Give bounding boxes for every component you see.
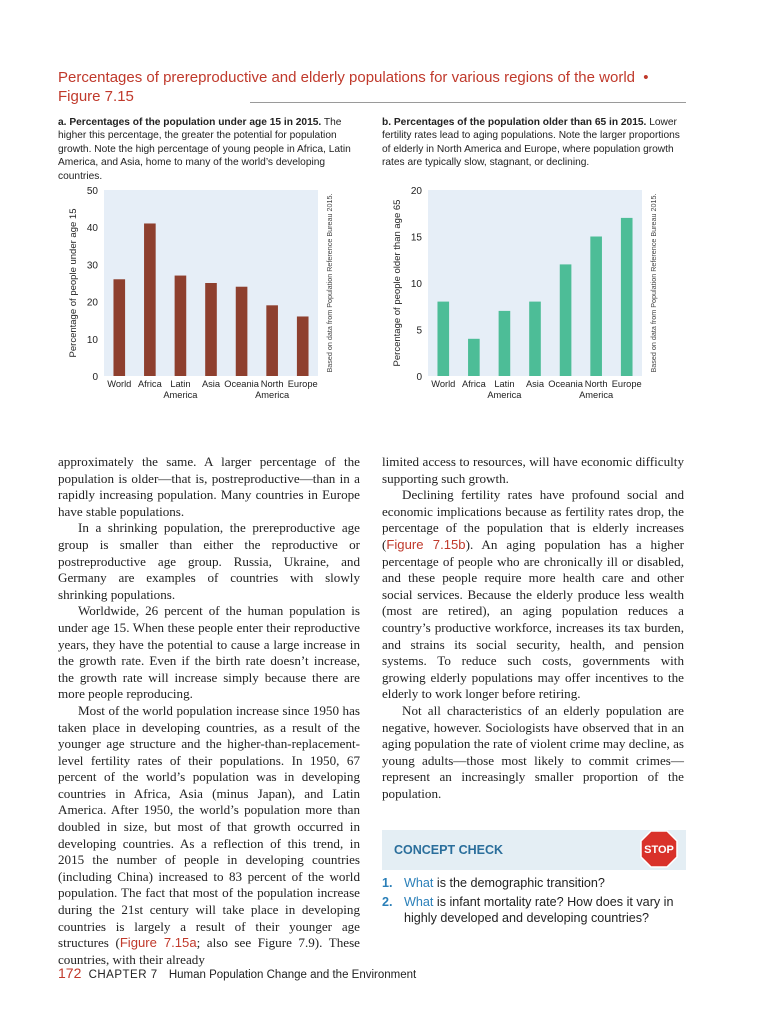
chart-over-65-svg bbox=[382, 180, 682, 405]
figure-title bbox=[58, 68, 688, 106]
y-axis-label: Percentage of people under age 15 bbox=[68, 208, 79, 358]
page-footer bbox=[58, 965, 416, 981]
question-item bbox=[382, 875, 682, 892]
question-rest: is the demographic transition? bbox=[433, 876, 605, 890]
x-tick-label: Latin bbox=[170, 379, 191, 389]
chapter-label: CHAPTER 7 bbox=[88, 969, 158, 981]
y-tick-label: 50 bbox=[86, 186, 98, 197]
figure-label: Figure 7.15 bbox=[58, 88, 134, 105]
x-tick-label: America bbox=[579, 390, 614, 400]
x-tick-label: Oceania bbox=[224, 379, 259, 389]
x-tick-label: Europe bbox=[611, 379, 642, 389]
x-tick-label: World bbox=[107, 379, 132, 389]
question-text bbox=[404, 875, 605, 892]
stop-sign-label: STOP bbox=[644, 844, 674, 856]
caption-b bbox=[382, 116, 682, 170]
x-tick-label: World bbox=[431, 379, 456, 389]
caption-a bbox=[58, 116, 358, 183]
bar-africa bbox=[144, 223, 156, 376]
bar-world bbox=[437, 302, 449, 376]
source-note: Based on data from Population Reference Bureau 2015. bbox=[325, 193, 334, 373]
concept-check-title: CONCEPT CHECK bbox=[394, 843, 504, 857]
x-tick-label: Oceania bbox=[548, 379, 583, 389]
bar-north-america bbox=[590, 237, 602, 377]
paragraph bbox=[382, 487, 684, 703]
paragraph: approximately the same. A larger percentage of the population is older—that is, postreproductive—than in a rapidly increasing population. Many countries in Europe have stable populations. bbox=[58, 454, 360, 519]
question-keyword: What bbox=[404, 894, 434, 909]
bar-africa bbox=[468, 339, 480, 376]
question-rest: is infant mortality rate? How does it vary in highly developed and developing countries? bbox=[404, 894, 674, 925]
stop-sign-icon bbox=[640, 830, 678, 868]
y-axis-label: Percentage of people older than age 65 bbox=[392, 199, 403, 367]
caption-a-text: The higher this percentage, the greater the potential for population growth. Note the high percentage of young people in Africa, Latin America, and Asia, home to many of the world’s developing countries. bbox=[58, 117, 351, 182]
bar-europe bbox=[297, 316, 309, 376]
bar-oceania bbox=[560, 264, 572, 376]
y-tick-label: 20 bbox=[86, 297, 98, 309]
question-number: 1. bbox=[382, 876, 393, 890]
x-tick-label: Africa bbox=[461, 379, 486, 389]
y-tick-label: 20 bbox=[410, 186, 422, 197]
paragraph-text: Declining fertility rates have profound social and economic implications because as fertility rates drop, the percentage of the population that is elderly increases ( bbox=[382, 487, 684, 552]
x-tick-label: America bbox=[163, 390, 198, 400]
x-tick-label: Latin bbox=[494, 379, 515, 389]
bar-oceania bbox=[236, 287, 248, 376]
y-tick-label: 30 bbox=[86, 260, 98, 272]
source-note: Based on data from Population Reference Bureau 2015. bbox=[649, 193, 658, 373]
bar-north-america bbox=[266, 305, 278, 376]
y-tick-label: 10 bbox=[410, 279, 422, 290]
paragraph bbox=[58, 703, 360, 969]
chart-under-15-svg bbox=[58, 180, 358, 405]
bar-asia bbox=[205, 283, 217, 376]
paragraph-text: ). An aging population has a higher percentage of people who are chronically ill or disabled, and these people require more health care and other social services. Because the elderly produce less wealth (most are retired), an aging population reduces a country’s productive workforce, increases its tax burden, and strains its social security, health, and pension systems. To reduce such costs, governments with growing elderly populations may offer incentives to the elderly to work longer before retiring. bbox=[382, 536, 684, 702]
y-tick-label: 10 bbox=[86, 334, 98, 346]
x-tick-label: North bbox=[260, 379, 284, 389]
x-tick-label: Europe bbox=[287, 379, 318, 389]
paragraph: limited access to resources, will have economic difficulty supporting such growth. bbox=[382, 454, 684, 486]
body-column-left bbox=[58, 454, 360, 968]
bar-europe bbox=[621, 218, 633, 376]
bar-latin-america bbox=[175, 276, 187, 376]
figure-title-text: Percentages of prereproductive and elderly populations for various regions of the world bbox=[58, 69, 636, 86]
chart-over-65 bbox=[382, 180, 682, 410]
question-text bbox=[404, 894, 682, 927]
question-number: 2. bbox=[382, 894, 393, 909]
y-tick-label: 0 bbox=[92, 372, 98, 383]
x-tick-label: America bbox=[255, 390, 290, 400]
title-divider bbox=[250, 102, 686, 103]
x-tick-label: Asia bbox=[525, 379, 545, 389]
page-number: 172 bbox=[58, 965, 82, 981]
paragraph-text: ; also see Figure 7.9). These countries, with their already bbox=[58, 935, 360, 967]
x-tick-label: America bbox=[487, 390, 522, 400]
caption-b-text: Lower fertility rates lead to aging populations. Note the larger proportions of elderly in North America and Europe, where population growth rates are typically slow, stagnant, or declining. bbox=[382, 117, 680, 169]
y-tick-label: 15 bbox=[410, 232, 422, 244]
x-tick-label: Africa bbox=[137, 379, 162, 389]
y-tick-label: 0 bbox=[416, 372, 422, 383]
question-item bbox=[382, 894, 682, 927]
figure-7-15a-link[interactable]: Figure 7.15a bbox=[119, 935, 197, 951]
bar-world bbox=[113, 279, 125, 376]
concept-check-questions bbox=[382, 875, 682, 929]
y-tick-label: 5 bbox=[416, 325, 422, 337]
x-tick-label: Asia bbox=[201, 379, 221, 389]
paragraph-text: Most of the world population increase since 1950 has taken place in developing countries, as a result of the younger age structure and the higher-than-replacement-level fertility rates of their populations. In 1950, 67 percent of the world’s population was in developing countries in Africa, Asia (minus Japan), and Latin America. After 1950, the world’s population more than doubled in size, but most of that growth occurred in developing countries. As a reflection of this trend, in 2015 the number of people in developing countries (including China) increased to 83 percent of the world population. The fact that most of the population increase during the 21st century will take place in developing countries is largely a result of their younger age structures ( bbox=[58, 702, 360, 951]
bar-asia bbox=[529, 302, 541, 376]
paragraph: Not all characteristics of an elderly population are negative, however. Sociologists have observed that in an aging population the rate of violent crime may decline, as young adults—those most likely to commit crimes—represent an increasingly smaller proportion of the population. bbox=[382, 702, 684, 801]
chart-under-15 bbox=[58, 180, 358, 410]
bar-latin-america bbox=[499, 311, 511, 376]
figure-bullet: • bbox=[643, 69, 649, 86]
y-tick-label: 40 bbox=[86, 223, 98, 235]
figure-7-15b-link[interactable]: Figure 7.15b bbox=[386, 536, 466, 552]
paragraph: Worldwide, 26 percent of the human population is under age 15. When these people enter their reproductive years, they have the potential to cause a large increase in the growth rate. Even if the birth rate doesn’t increase, the growth rate will increase simply because there are more people reproducing. bbox=[58, 603, 360, 702]
paragraph: In a shrinking population, the prereproductive age group is smaller than either the reproductive or postreproductive age group. Russia, Ukraine, and Germany are examples of countries with slowly shrinking populations. bbox=[58, 520, 360, 602]
chapter-title: Human Population Change and the Environment bbox=[168, 969, 417, 981]
body-column-right bbox=[382, 454, 684, 802]
caption-a-heading: a. Percentages of the population under age 15 in 2015. bbox=[58, 117, 322, 128]
caption-b-heading: b. Percentages of the population older than 65 in 2015. bbox=[382, 117, 647, 128]
question-keyword: What bbox=[404, 876, 434, 890]
x-tick-label: North bbox=[584, 379, 608, 389]
